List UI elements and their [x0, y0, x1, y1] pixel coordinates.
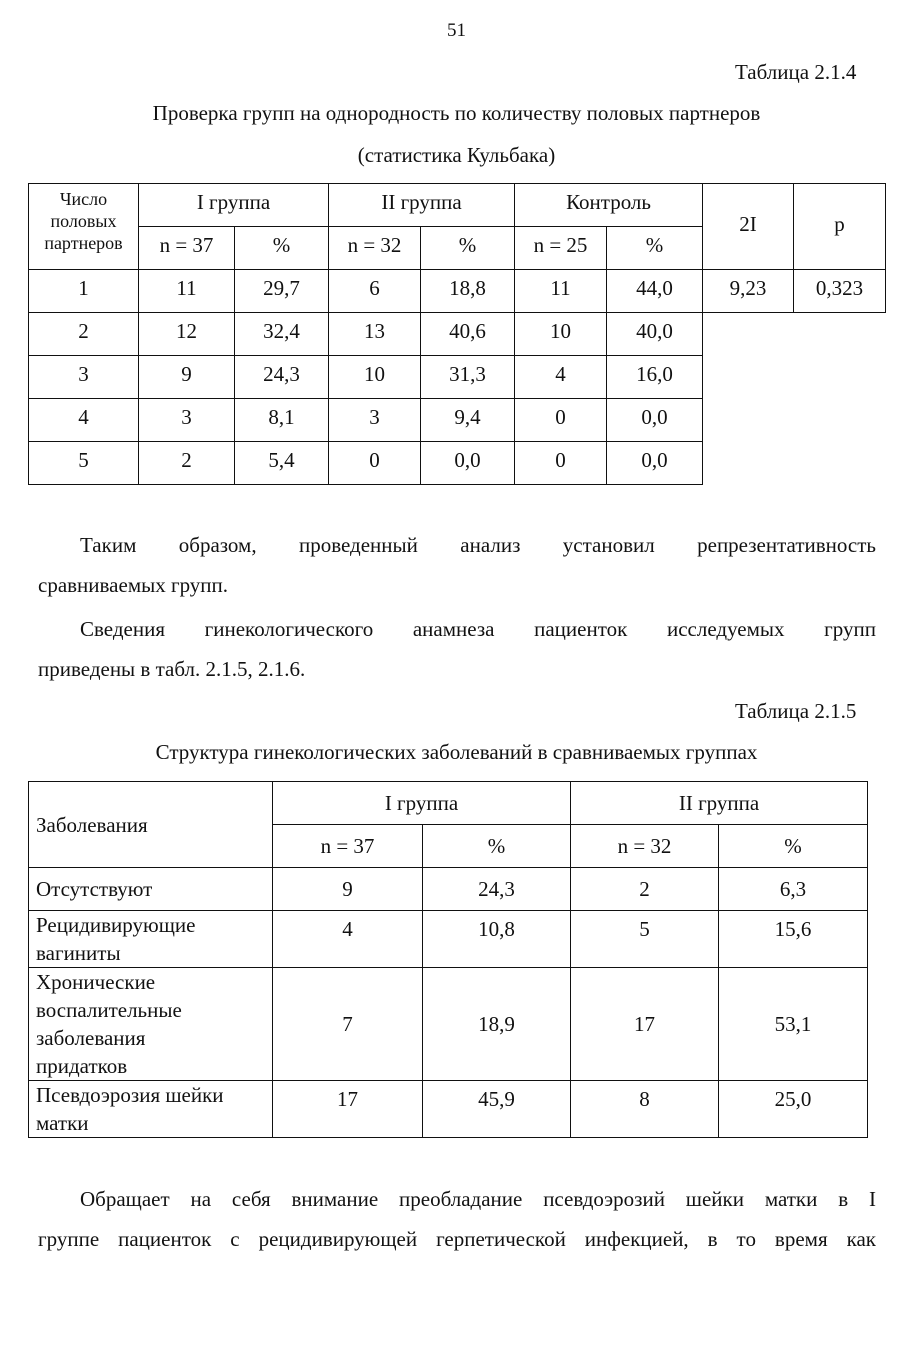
header-group1: I группа [273, 782, 571, 825]
cell-percent: 15,6 [719, 911, 868, 968]
cell-value: 9 [139, 356, 235, 399]
header-pct1: % [235, 227, 329, 270]
cell-percent: 53,1 [719, 968, 868, 1081]
cell-stat: 9,23 [703, 270, 794, 313]
table-row [29, 442, 886, 485]
header-pct2: % [421, 227, 515, 270]
cell-disease: Хронические воспалительные заболевания придатков [29, 968, 273, 1081]
cell-num: 5 [29, 442, 139, 485]
cell-value: 11 [515, 270, 607, 313]
cell-percent: 8,1 [235, 399, 329, 442]
table-row [29, 911, 868, 968]
paragraph1-line2: сравниваемых групп. [38, 573, 229, 597]
cell-percent: 24,3 [423, 868, 571, 911]
empty-cell [703, 356, 886, 399]
cell-value: 8 [571, 1081, 719, 1138]
cell-percent: 45,9 [423, 1081, 571, 1138]
cell-num: 3 [29, 356, 139, 399]
cell-percent: 10,8 [423, 911, 571, 968]
cell-value: 0 [515, 442, 607, 485]
cell-num: 4 [29, 399, 139, 442]
header-n2: n = 32 [571, 825, 719, 868]
table-row [29, 399, 886, 442]
header-control: Контроль [515, 184, 703, 227]
header-n1: n = 37 [139, 227, 235, 270]
empty-cell [703, 313, 886, 356]
header-diseases: Заболевания [29, 782, 273, 868]
header-pct1: % [423, 825, 571, 868]
cell-value: 4 [515, 356, 607, 399]
cell-percent: 0,0 [421, 442, 515, 485]
cell-percent: 40,0 [607, 313, 703, 356]
cell-value: 12 [139, 313, 235, 356]
table-row [29, 868, 868, 911]
cell-percent: 29,7 [235, 270, 329, 313]
table-gynecological-diseases [28, 781, 868, 1138]
cell-value: 2 [571, 868, 719, 911]
cell-value: 10 [329, 356, 421, 399]
cell-value: 0 [515, 399, 607, 442]
cell-disease: Рецидивирующие вагиниты [29, 911, 273, 968]
cell-value: 9 [273, 868, 423, 911]
table1-subtitle: (статистика Кульбака) [357, 143, 556, 167]
cell-percent: 6,3 [719, 868, 868, 911]
table-row [29, 356, 886, 399]
empty-cell [703, 399, 886, 442]
header-group2: II группа [329, 184, 515, 227]
cell-value: 17 [571, 968, 719, 1081]
header-group1: I группа [139, 184, 329, 227]
page-number: 51 [447, 20, 466, 41]
table-row [29, 1081, 868, 1138]
cell-percent: 9,4 [421, 399, 515, 442]
header-group2: II группа [571, 782, 868, 825]
cell-value: 0 [329, 442, 421, 485]
cell-value: 5 [571, 911, 719, 968]
table2-title: Структура гинекологических заболеваний в сравниваемых группах [155, 740, 758, 764]
cell-percent: 0,0 [607, 399, 703, 442]
header-pct2: % [719, 825, 868, 868]
cell-percent: 25,0 [719, 1081, 868, 1138]
cell-value: 13 [329, 313, 421, 356]
cell-percent: 5,4 [235, 442, 329, 485]
cell-value: 6 [329, 270, 421, 313]
paragraph3-line1: Обращает на себя внимание преобладание псевдоэрозий шейки матки в I [80, 1187, 876, 1211]
header-pct3: % [607, 227, 703, 270]
cell-value: 17 [273, 1081, 423, 1138]
paragraph2-line1: Сведения гинекологического анамнеза пациенток исследуемых групп [80, 617, 876, 641]
header-n1: n = 37 [273, 825, 423, 868]
cell-percent: 24,3 [235, 356, 329, 399]
cell-value: 3 [139, 399, 235, 442]
cell-percent: 16,0 [607, 356, 703, 399]
paragraph2-line2: приведены в табл. 2.1.5, 2.1.6. [38, 657, 306, 681]
table1-label: Таблица 2.1.4 [735, 60, 857, 84]
cell-p: 0,323 [794, 270, 886, 313]
cell-value: 11 [139, 270, 235, 313]
cell-value: 3 [329, 399, 421, 442]
table-row [29, 313, 886, 356]
header-n2: n = 32 [329, 227, 421, 270]
cell-percent: 18,8 [421, 270, 515, 313]
cell-percent: 18,9 [423, 968, 571, 1081]
cell-percent: 0,0 [607, 442, 703, 485]
header-p: p [794, 184, 886, 270]
cell-percent: 40,6 [421, 313, 515, 356]
table1-title: Проверка групп на однородность по количеству половых партнеров [152, 101, 761, 125]
cell-value: 4 [273, 911, 423, 968]
cell-value: 10 [515, 313, 607, 356]
paragraph1-line1: Таким образом, проведенный анализ установил репрезентативность [80, 533, 876, 557]
cell-disease: Отсутствуют [29, 868, 273, 911]
cell-percent: 32,4 [235, 313, 329, 356]
cell-num: 2 [29, 313, 139, 356]
header-partners-count: Число половых партнеров [29, 184, 139, 270]
paragraph3-line2: группе пациенток с рецидивирующей герпетической инфекцией, в то время как [38, 1227, 876, 1251]
cell-num: 1 [29, 270, 139, 313]
table-row [29, 270, 886, 313]
empty-cell [703, 442, 886, 485]
header-stat: 2I [703, 184, 794, 270]
cell-percent: 44,0 [607, 270, 703, 313]
cell-percent: 31,3 [421, 356, 515, 399]
cell-value: 2 [139, 442, 235, 485]
table2-label: Таблица 2.1.5 [735, 699, 857, 723]
cell-disease: Псевдоэрозия шейки матки [29, 1081, 273, 1138]
table-row [29, 968, 868, 1081]
header-n3: n = 25 [515, 227, 607, 270]
cell-value: 7 [273, 968, 423, 1081]
table-sexual-partners [28, 183, 886, 485]
